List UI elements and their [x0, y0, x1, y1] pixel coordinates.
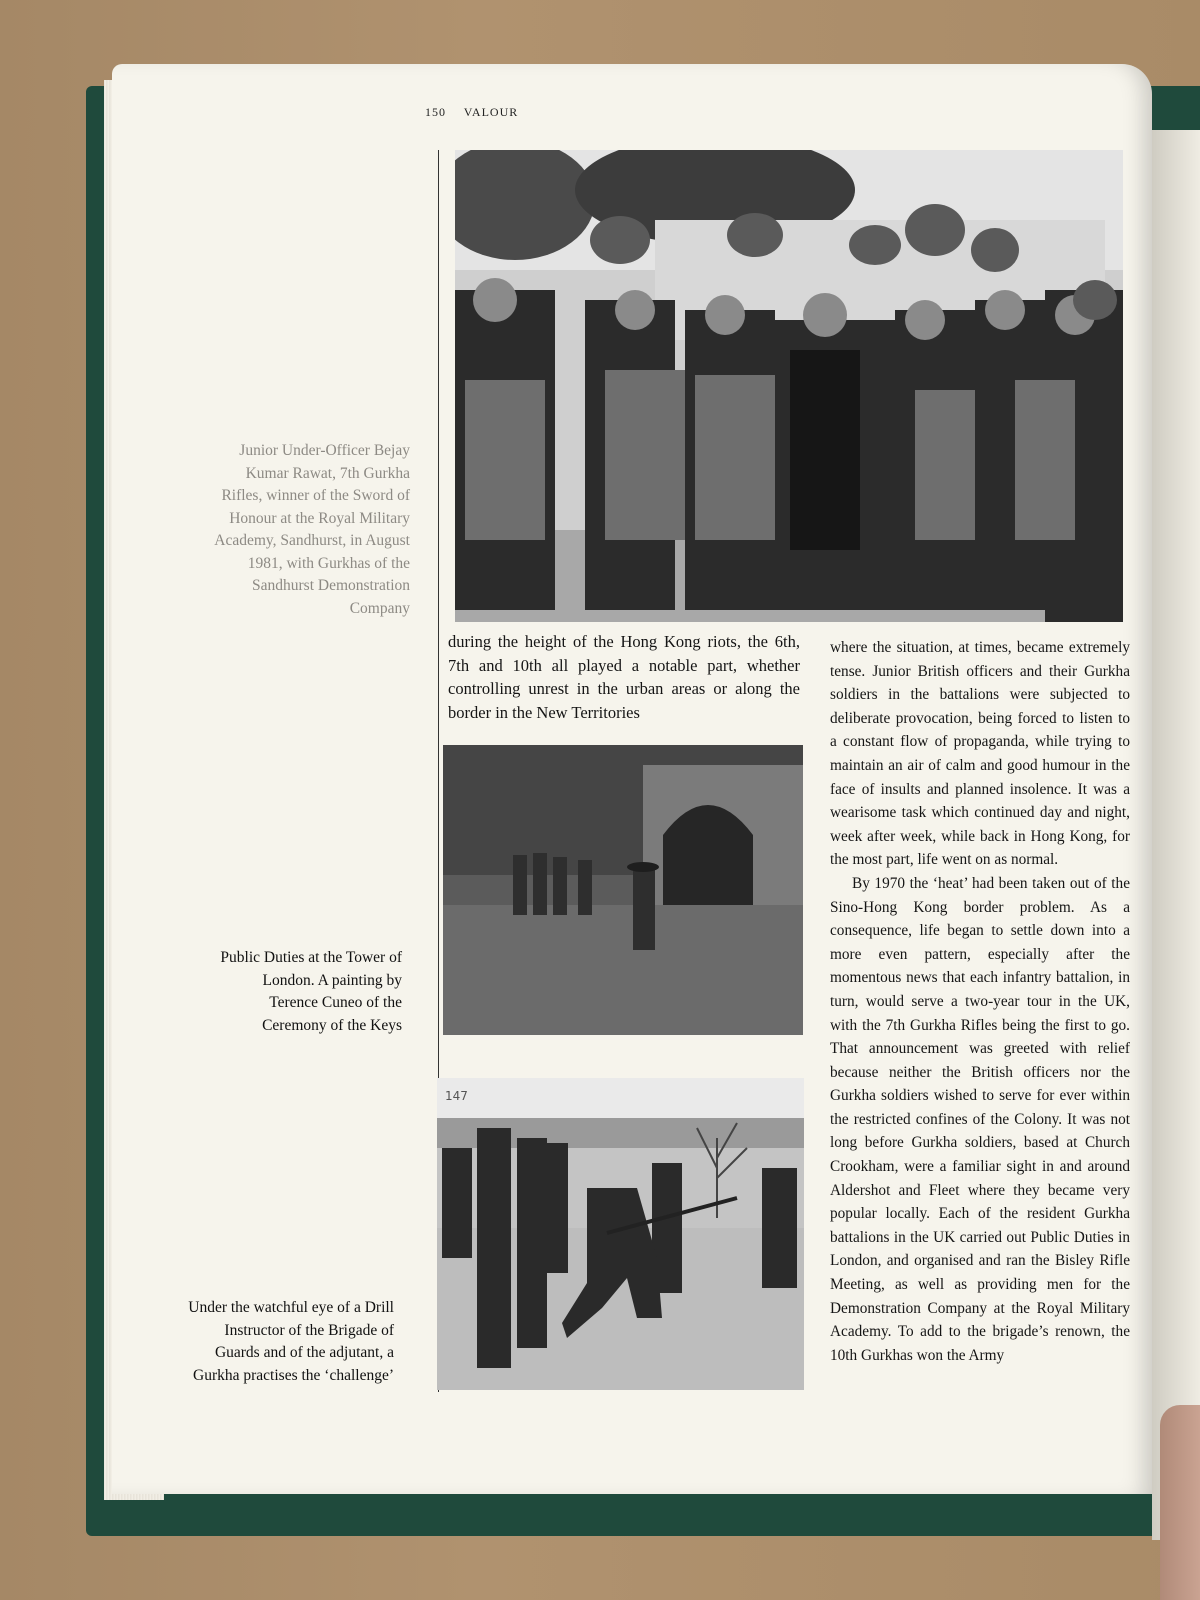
paragraph: where the situation, at times, became extremely tense. Junior British officers and their Gurkha soldiers in the battalions were subjected to deliberate provocation, being forced to listen to a constant flow of propaganda, while trying to maintain an air of calm and good humour in the face of insults and planned insolence. It was a wearisome task which continued day and night, week after week, while back in Hong Kong, for the most part, life went on as normal.	[830, 639, 1130, 869]
text-column-right	[830, 636, 1130, 1367]
paragraph: during the height of the Hong Kong riots, the 6th, 7th and 10th all played a notable part, whether controlling unrest in the urban areas or along the border in the New Territories	[448, 632, 800, 722]
text-column-left	[448, 630, 800, 724]
caption-tower-of-london: Public Duties at the Tower of London. A painting by Terence Cuneo of the Ceremony of the Keys	[220, 949, 402, 1034]
thumb	[1160, 1405, 1200, 1600]
page-number: 150	[425, 105, 446, 119]
photo-drill-challenge	[437, 1078, 804, 1390]
photo-sword-of-honour	[455, 150, 1123, 622]
photo-corner-mark: 147	[445, 1089, 468, 1103]
photo-tower-of-london-painting	[443, 745, 803, 1035]
caption-drill-challenge: Under the watchful eye of a Drill Instructor of the Brigade of Guards and of the adjutant, a Gurkha practises the ‘challenge’	[188, 1299, 394, 1384]
caption-sword-of-honour: Junior Under-Officer Bejay Kumar Rawat, 7th Gurkha Rifles, winner of the Sword of Honour at the Royal Military Academy, Sandhurst, in August 1981, with Gurkhas of the Sandhurst Demonstration Company	[214, 442, 410, 617]
facing-page-edge	[1152, 130, 1200, 1540]
paragraph: By 1970 the ‘heat’ had been taken out of the Sino-Hong Kong border problem. As a consequence, life began to settle down into a more even pattern, especially after the momentous news that each infantry battalion, in turn, would serve a two-year tour in the UK, with the 7th Gurkha Rifles being the first to go. That announcement was greeted with relief because neither the British officers nor the Gurkha soldiers wished to serve for ever within the restricted confines of the Colony. It was not long before Gurkha soldiers, based at Church Crookham, were a familiar sight in and around Aldershot and Fleet where they became very popular locally. Each of the resident Gurkha battalions in the UK carried out Public Duties in London, and organised and ran the Bisley Rifle Meeting, as well as providing men for the Demonstration Company at the Royal Military Academy. To add to the brigade’s renown, the 10th Gurkhas won the Army	[830, 874, 1130, 1364]
running-title: VALOUR	[463, 105, 519, 119]
running-header	[425, 105, 518, 120]
